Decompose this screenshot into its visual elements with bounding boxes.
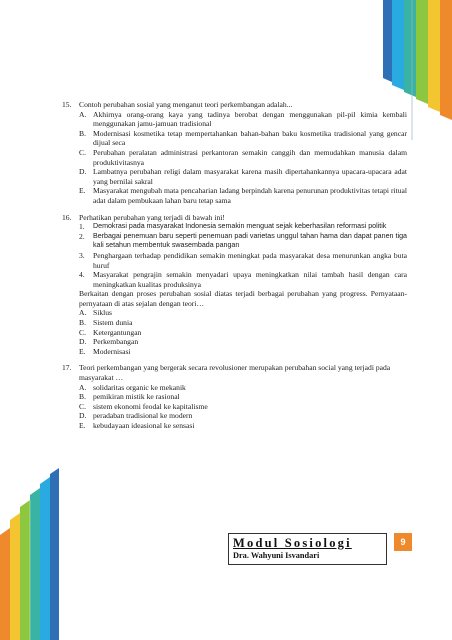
option-e <box>79 347 407 357</box>
option-c <box>79 402 407 412</box>
option-c <box>79 328 407 338</box>
question-number: 16. <box>62 212 72 222</box>
option-key: D. <box>79 167 87 177</box>
option-d <box>79 411 407 421</box>
option-key: B. <box>79 128 86 138</box>
option-key: D. <box>79 337 87 347</box>
option-key: D. <box>79 411 87 421</box>
option-text: Akhirnya orang-orang kaya yang tadinya berobat dengan menggunakan pil-pil kimia kembali menggunakan jamu-jamuan tradisional <box>93 109 407 129</box>
question-text: Teori perkembangan yang bergerak secara revolusioner merupakan perubahan social yang terjadi pada masyarakat … <box>79 363 391 383</box>
page-number: 9 <box>394 533 412 551</box>
question-number: 17. <box>62 363 72 373</box>
statement-key: 4. <box>79 270 85 280</box>
bottom-ribbons <box>0 468 59 640</box>
option-b <box>79 392 407 402</box>
option-e <box>79 421 407 431</box>
module-title: Modul Sosiologi <box>233 536 352 550</box>
question-text: Contoh perubahan sosial yang menganut teori perkembangan adalah... <box>79 100 293 109</box>
option-c <box>79 148 407 167</box>
statement-list <box>79 222 407 289</box>
option-d <box>79 337 407 347</box>
statement-text: Demokrasi pada masyarakat Indonesia semakin menguat sejak keberhasilan reformasi politik <box>93 222 387 231</box>
option-key: E. <box>79 186 86 196</box>
question-paragraph: Berkaitan dengan proses perubahan sosial diatas terjadi berbagai perubahan yang progress. Pernyataan-pernyataan di atas sejalan dengan teori… <box>79 289 407 308</box>
option-text: Siklus <box>93 308 112 318</box>
option-key: C. <box>79 147 86 157</box>
question-number: 15. <box>62 100 72 109</box>
statement-text: Penghargaan terhadap pendidikan semakin meningkat pada masyarakat desa menurunkan angka buta huruf <box>93 250 407 270</box>
statement-1 <box>79 222 407 232</box>
option-text: Modernisasi kosmetika tetap mempertahankan bahan-bahan baku kosmetika tradisional yang gencar dijual seca <box>93 128 407 148</box>
option-text: peradaban tradisional ke modern <box>93 411 193 421</box>
option-key: E. <box>79 346 86 356</box>
question-17 <box>62 363 407 430</box>
statement-text: Berbagai penemuan baru seperti penemuan padi varietas unggul tahan hama dan dapat panen tiga kali setahun membentuk swasembada pangan <box>93 231 407 250</box>
option-key: A. <box>79 308 87 318</box>
option-b <box>79 318 407 328</box>
question-text: Perhatikan perubahan yang terjadi di bawah ini! <box>79 212 225 222</box>
option-a <box>79 383 407 393</box>
author-name: Dra. Wahyuni Isvandari <box>233 551 320 560</box>
option-key: C. <box>79 401 86 411</box>
question-15 <box>62 100 407 206</box>
option-text: kebudayaan ideasional ke sensasi <box>93 421 195 430</box>
option-text: Lambatnya perubahan religi dalam masyarakat karena masih dipertahankannya upacara-upacara adat yang bernilai sakral <box>93 167 407 186</box>
options-list <box>79 308 407 356</box>
statement-key: 1. <box>79 222 85 232</box>
footer-box <box>228 533 387 565</box>
question-16 <box>62 213 407 357</box>
option-text: Perubahan peralatan administrasi perkantoran semakin canggih dan memudahkan manusia dalam produktivitasnya <box>93 147 407 167</box>
statement-3 <box>79 251 407 270</box>
option-a <box>79 110 407 129</box>
option-e <box>79 186 407 205</box>
option-text: sistem ekonomi feodal ke kapitalisme <box>93 401 208 411</box>
statement-key: 2. <box>79 231 85 241</box>
option-text: Sistem dunia <box>93 318 133 328</box>
options-list <box>79 110 407 206</box>
option-a <box>79 308 407 318</box>
option-b <box>79 129 407 148</box>
option-d <box>79 167 407 186</box>
option-text: Ketergantungan <box>93 327 142 337</box>
statement-key: 3. <box>79 250 85 260</box>
statement-4 <box>79 270 407 289</box>
option-text: Modernisasi <box>93 346 131 356</box>
option-key: B. <box>79 392 86 402</box>
question-content <box>62 100 407 438</box>
statement-2 <box>79 232 407 251</box>
option-text: pemikiran mistik ke rasional <box>93 392 180 402</box>
option-key: C. <box>79 327 86 337</box>
option-key: A. <box>79 109 87 119</box>
option-text: Perkembangan <box>93 337 139 347</box>
option-key: B. <box>79 318 86 328</box>
options-list <box>79 383 407 431</box>
option-text: solidaritas organic ke mekanik <box>93 382 186 392</box>
option-key: E. <box>79 421 86 430</box>
statement-text: Masyarakat pengrajin semakin menyadari upaya meningkatkan nilai tambah hasil dengan cara meningkatkan kualitas produksinya <box>93 270 407 289</box>
option-text: Masyarakat mengubah mata pencaharian ladang berpindah karena penurunan produktivitas tetapi ritual adat dalam pembukaan lahan baru tetap sama <box>93 186 407 205</box>
option-key: A. <box>79 382 87 392</box>
